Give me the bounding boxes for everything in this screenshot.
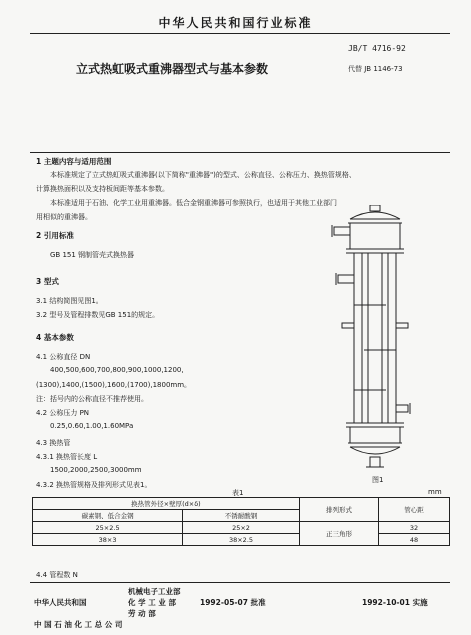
footer-rule	[30, 582, 450, 583]
cell-layout: 正三角形	[299, 522, 378, 546]
section-1-para: 本标准适用于石油、化学工业用重沸器。低合金钢重沸器可参照执行，也适用于其他工业部门	[50, 199, 337, 207]
replaces-standard: 代替 JB 1146-73	[348, 65, 403, 73]
section-4-para: 4.3.1 换热管长度 L	[36, 453, 98, 461]
cell-pitch: 32	[379, 522, 450, 534]
cell-steel: 25×2.5	[33, 522, 183, 534]
cell-ss: 38×2.5	[183, 534, 300, 546]
footer-ministry: 机械电子工业部	[128, 587, 181, 596]
cell-ss: 25×2	[183, 522, 300, 534]
section-4-para: 0.25,0.60,1.00,1.60MPa	[50, 422, 134, 430]
section-2-heading: 2 引用标准	[36, 231, 74, 240]
tube-spec-table	[32, 497, 450, 546]
document-title: 立式热虹吸式重沸器型式与基本参数	[76, 62, 269, 76]
section-3-para: 3.2 型号及管程排数见GB 151的规定。	[36, 311, 160, 319]
section-4-para: 400,500,600,700,800,900,1000,1200,	[50, 366, 184, 374]
header-pitch: 管心距	[379, 498, 450, 522]
header-stainless: 不锈耐酸钢	[183, 510, 300, 522]
footer-ministry: 劳 动 部	[128, 609, 156, 618]
cell-pitch: 48	[379, 534, 450, 546]
table-unit: mm	[428, 488, 442, 496]
header-layout: 排列形式	[299, 498, 378, 522]
section-4-4: 4.4 管程数 N	[36, 571, 78, 579]
title-rule	[30, 152, 450, 153]
section-1-para: 本标准规定了立式热虹吸式重沸器(以下简称"重沸器")的型式、公称直径、公称压力、换热管规格、	[50, 171, 356, 179]
national-standard-header: 中华人民共和国行业标准	[158, 16, 313, 30]
section-4-para: (1300),1400,(1500),1600,(1700),1800mm。	[36, 381, 192, 389]
section-4-para: 4.2 公称压力 PN	[36, 409, 90, 417]
section-4-para: 4.1 公称直径 DN	[36, 353, 91, 361]
approval-date: 1992-05-07 批准	[200, 598, 266, 607]
section-4-para: 注：括号内的公称直径不推荐使用。	[36, 395, 148, 403]
table-row	[33, 522, 450, 534]
section-4-para: 4.3 换热管	[36, 439, 71, 447]
footer-ministry: 化 学 工 业 部	[128, 598, 176, 607]
section-2-para: GB 151 钢制管壳式换热器	[50, 251, 135, 259]
header-carbon-steel: 碳素钢、低合金钢	[33, 510, 183, 522]
section-4-heading: 4 基本参数	[36, 333, 74, 342]
footer-issuer-2: 中 国 石 油 化 工 总 公 司	[34, 620, 123, 629]
table-header-row	[33, 498, 450, 510]
standard-number: JB/T 4716-92	[348, 44, 406, 53]
header-tube-size: 换热管外径×壁厚(d×δ)	[33, 498, 300, 510]
footer-issuer: 中华人民共和国	[34, 598, 87, 607]
implementation-date: 1992-10-01 实施	[362, 598, 428, 607]
reboiler-structure-figure	[320, 205, 430, 475]
section-4-para: 1500,2000,2500,3000mm	[50, 466, 142, 474]
table-caption: 表1	[232, 489, 244, 497]
section-3-heading: 3 型式	[36, 277, 59, 286]
figure-caption: 图1	[372, 476, 384, 484]
section-1-para: 用相似的重沸器。	[36, 213, 92, 221]
cell-steel: 38×3	[33, 534, 183, 546]
section-3-para: 3.1 结构简图见图1。	[36, 297, 103, 305]
section-1-para: 计算换热面积以及支持板间距等基本参数。	[36, 185, 169, 193]
header-rule	[30, 33, 450, 34]
section-4-para: 4.3.2 换热管规格及排列形式见表1。	[36, 481, 152, 489]
table-row	[33, 534, 450, 546]
section-1-heading: 1 主题内容与适用范围	[36, 157, 112, 166]
